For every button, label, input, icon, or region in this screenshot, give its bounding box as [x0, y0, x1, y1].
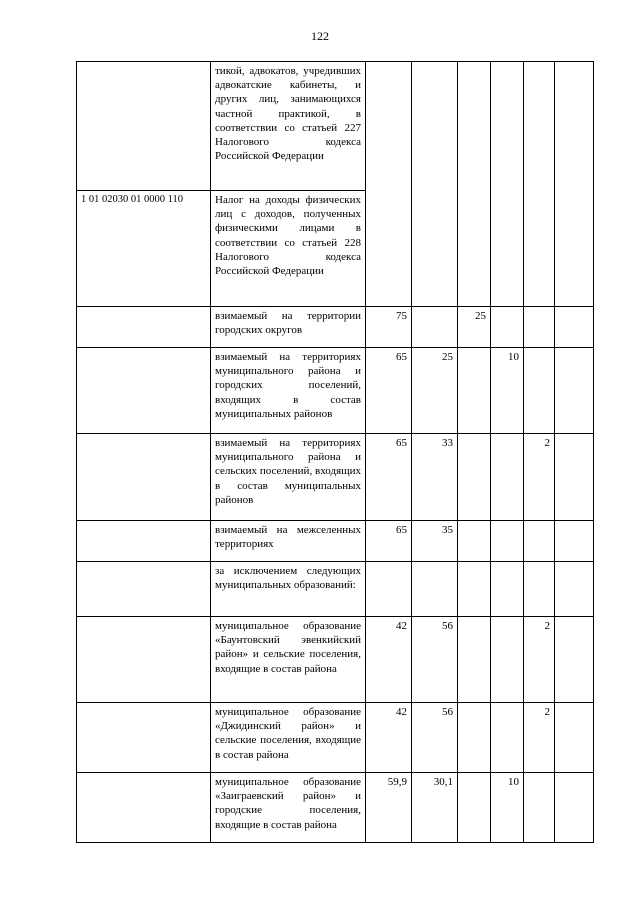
value-cell: 65	[366, 348, 412, 434]
description-cell: взимаемый на территории городских округов	[211, 307, 366, 348]
table-row	[77, 617, 594, 703]
value-cell	[412, 562, 458, 617]
value-cell	[491, 521, 524, 562]
description-cell: тикой, адвокатов, учредивших адвокатские кабинеты, и других лиц, занимающихся частной практикой, в соответствии со статьей 227 Налогового кодекса Российской Федерации	[211, 62, 366, 191]
code-cell	[77, 562, 211, 617]
table-row	[77, 434, 594, 521]
description-cell: взимаемый на межселенных территориях	[211, 521, 366, 562]
code-cell	[77, 617, 211, 703]
value-cell	[458, 62, 491, 307]
value-cell	[491, 617, 524, 703]
value-cell	[458, 434, 491, 521]
value-cell	[555, 62, 594, 307]
value-cell	[524, 348, 555, 434]
value-cell: 25	[458, 307, 491, 348]
value-cell	[524, 521, 555, 562]
value-cell	[524, 62, 555, 307]
value-cell: 2	[524, 617, 555, 703]
value-cell	[555, 773, 594, 843]
value-cell: 56	[412, 617, 458, 703]
code-cell	[77, 703, 211, 773]
value-cell	[491, 562, 524, 617]
value-cell: 75	[366, 307, 412, 348]
value-cell	[555, 521, 594, 562]
value-cell: 10	[491, 773, 524, 843]
revenue-table	[76, 61, 594, 843]
value-cell	[412, 62, 458, 307]
value-cell	[555, 307, 594, 348]
code-cell	[77, 348, 211, 434]
code-cell	[77, 434, 211, 521]
description-cell: муниципальное образование «Джидинский район» и сельские поселения, входящие в состав района	[211, 703, 366, 773]
value-cell	[491, 307, 524, 348]
value-cell	[491, 62, 524, 307]
value-cell: 42	[366, 617, 412, 703]
value-cell	[366, 62, 412, 307]
value-cell: 25	[412, 348, 458, 434]
value-cell: 42	[366, 703, 412, 773]
description-cell: взимаемый на территориях муниципального района и сельских поселений, входящих в состав муниципальных районов	[211, 434, 366, 521]
value-cell: 65	[366, 434, 412, 521]
code-cell	[77, 521, 211, 562]
value-cell	[458, 617, 491, 703]
value-cell: 56	[412, 703, 458, 773]
description-cell: взимаемый на территориях муниципального района и городских поселений, входящих в состав муниципальных районов	[211, 348, 366, 434]
value-cell	[458, 703, 491, 773]
value-cell: 2	[524, 434, 555, 521]
value-cell: 2	[524, 703, 555, 773]
value-cell	[458, 773, 491, 843]
value-cell: 59,9	[366, 773, 412, 843]
code-cell	[77, 307, 211, 348]
value-cell: 10	[491, 348, 524, 434]
value-cell: 35	[412, 521, 458, 562]
value-cell	[555, 562, 594, 617]
table-row	[77, 703, 594, 773]
table-row	[77, 307, 594, 348]
description-cell: Налог на доходы физических лиц с доходов, полученных физическими лицами в соответствии со статьей 228 Налогового кодекса Российской Федерации	[211, 191, 366, 307]
table-row	[77, 562, 594, 617]
value-cell: 65	[366, 521, 412, 562]
value-cell	[458, 562, 491, 617]
description-cell: муниципальное образование «Заиграевский район» и городские поселения, входящие в состав района	[211, 773, 366, 843]
value-cell	[491, 703, 524, 773]
table-row	[77, 62, 594, 191]
table-row	[77, 521, 594, 562]
description-cell: муниципальное образование «Баунтовский эвенкийский район» и сельские поселения, входящие в состав района	[211, 617, 366, 703]
value-cell	[555, 434, 594, 521]
value-cell	[458, 348, 491, 434]
table-row	[77, 348, 594, 434]
page-number: 122	[311, 29, 329, 43]
description-cell: за исключением следующих муниципальных образований:	[211, 562, 366, 617]
value-cell	[458, 521, 491, 562]
value-cell	[524, 307, 555, 348]
table-row	[77, 773, 594, 843]
code-cell	[77, 773, 211, 843]
code-cell: 1 01 02030 01 0000 110	[77, 191, 211, 307]
value-cell	[555, 617, 594, 703]
value-cell: 33	[412, 434, 458, 521]
value-cell	[491, 434, 524, 521]
value-cell	[524, 562, 555, 617]
value-cell	[366, 562, 412, 617]
value-cell	[412, 307, 458, 348]
code-cell	[77, 62, 211, 191]
value-cell	[524, 773, 555, 843]
value-cell	[555, 348, 594, 434]
value-cell: 30,1	[412, 773, 458, 843]
value-cell	[555, 703, 594, 773]
